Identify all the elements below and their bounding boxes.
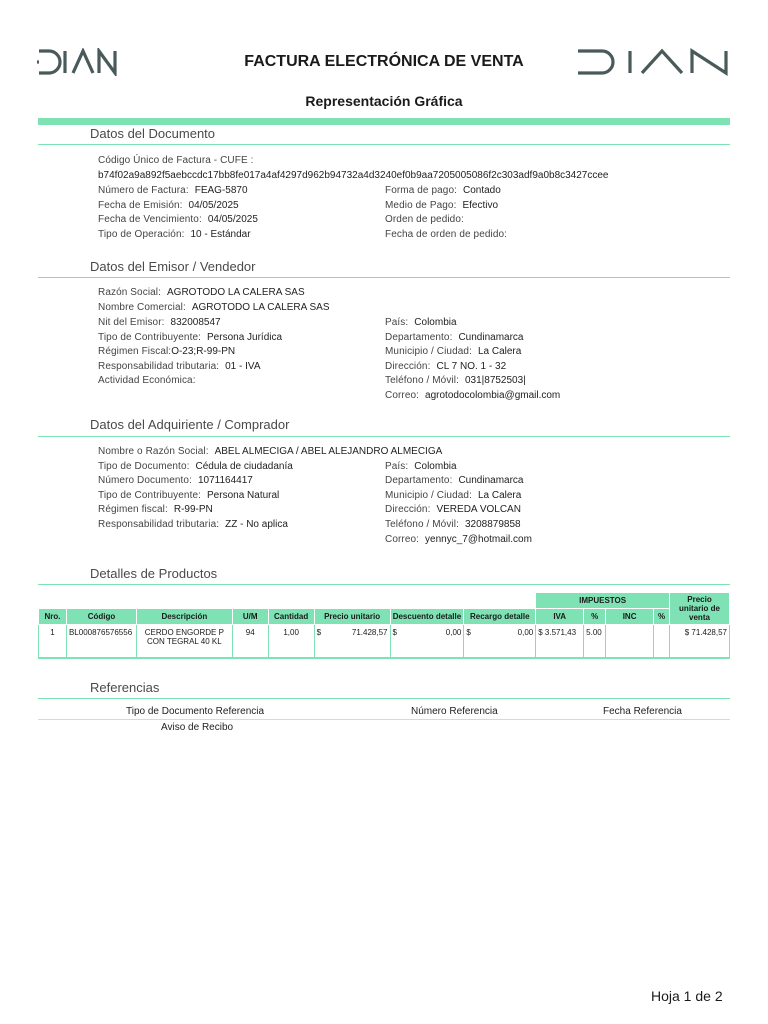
- header-descripcion: Descripción: [136, 609, 232, 625]
- section-divider: [38, 584, 730, 585]
- cell-nro: 1: [39, 625, 67, 658]
- document-subtitle: Representación Gráfica: [305, 93, 463, 109]
- header-pct1: %: [584, 609, 606, 625]
- forma-pago-row: [385, 185, 501, 196]
- adq-nombre-label: Nombre o Razón Social:: [98, 446, 209, 457]
- header-descuento: Descuento detalle: [390, 609, 464, 625]
- emisor-pais-value: Colombia: [414, 317, 457, 328]
- header-codigo: Código: [66, 609, 136, 625]
- emisor-municipio-row: [385, 346, 521, 357]
- header-nro: Nro.: [39, 609, 67, 625]
- adq-correo-label: Correo:: [385, 534, 420, 545]
- fecha-vencimiento-value: 04/05/2025: [207, 214, 258, 225]
- cufe-label-row: [98, 155, 253, 166]
- cell-precio-value: 71.428,57: [351, 628, 388, 637]
- adq-municipio-value: La Calera: [477, 490, 522, 501]
- numero-factura-value: FEAG-5870: [194, 185, 248, 196]
- section-divider: [38, 436, 730, 437]
- emisor-regimen-row: [98, 346, 235, 357]
- emisor-contribuyente-label: Tipo de Contribuyente:: [98, 332, 202, 343]
- emisor-comercial-row: [98, 302, 330, 313]
- section-title-adquiriente: Datos del Adquiriente / Comprador: [90, 417, 290, 432]
- adq-regimen-row: [98, 504, 213, 515]
- header-blank: [39, 593, 536, 609]
- header-iva: IVA: [536, 609, 584, 625]
- emisor-departamento-label: Departamento:: [385, 332, 453, 343]
- header-um: U/M: [232, 609, 268, 625]
- cell-iva: $ 3.571,43: [536, 625, 584, 658]
- header-inc: INC: [606, 609, 654, 625]
- adq-pais-label: País:: [385, 461, 409, 472]
- adq-tipo-doc-value: Cédula de ciudadanía: [195, 461, 293, 472]
- document-title: FACTURA ELECTRÓNICA DE VENTA: [244, 53, 524, 70]
- orden-pedido-row: [385, 214, 464, 225]
- emisor-razon-label: Razón Social:: [98, 287, 161, 298]
- emisor-razon-value: AGROTODO LA CALERA SAS: [167, 287, 305, 298]
- emisor-correo-label: Correo:: [385, 390, 420, 401]
- emisor-direccion-row: [385, 361, 506, 372]
- page-number: Hoja 1 de 2: [651, 988, 723, 1004]
- adq-correo-value: yennyc_7@hotmail.com: [425, 534, 532, 545]
- header-precio-venta: Precio unitario de venta: [669, 593, 729, 625]
- numero-factura-label: Número de Factura:: [98, 185, 189, 196]
- adq-direccion-value: VEREDA VOLCAN: [436, 504, 521, 515]
- adq-responsabilidad-row: [98, 519, 288, 530]
- cell-pct1: 5.00: [584, 625, 606, 658]
- cell-cantidad: 1,00: [268, 625, 314, 658]
- cell-um: 94: [232, 625, 268, 658]
- ref-header-tipo: Tipo de Documento Referencia: [126, 706, 265, 717]
- ref-header-numero: Número Referencia: [411, 706, 498, 717]
- adq-numero-doc-value: 1071164417: [197, 475, 253, 486]
- emisor-nit-value: 832008547: [170, 317, 221, 328]
- cell-precio-venta: $ 71.428,57: [669, 625, 729, 658]
- fecha-emision-label: Fecha de Emisión:: [98, 200, 183, 211]
- forma-pago-label: Forma de pago:: [385, 185, 457, 196]
- emisor-correo-value: agrotodocolombia@gmail.com: [425, 390, 561, 401]
- adq-responsabilidad-label: Responsabilidad tributaria:: [98, 519, 220, 530]
- cell-recargo: [464, 625, 536, 658]
- adq-numero-doc-label: Número Documento:: [98, 475, 192, 486]
- cell-descuento: [390, 625, 464, 658]
- emisor-razon-row: [98, 287, 305, 298]
- adq-regimen-label: Régimen fiscal:: [98, 504, 168, 515]
- adq-pais-row: [385, 461, 457, 472]
- emisor-municipio-label: Municipio / Ciudad:: [385, 346, 472, 357]
- section-title-documento: Datos del Documento: [90, 126, 216, 141]
- adq-direccion-label: Dirección:: [385, 504, 431, 515]
- header-precio-unitario: Precio unitario: [314, 609, 390, 625]
- cell-inc: [606, 625, 654, 658]
- table-header-row: [39, 609, 730, 625]
- emisor-responsabilidad-label: Responsabilidad tributaria:: [98, 361, 220, 372]
- emisor-telefono-label: Teléfono / Móvil:: [385, 375, 459, 386]
- fecha-vencimiento-label: Fecha de Vencimiento:: [98, 214, 202, 225]
- products-table: [38, 592, 730, 660]
- cell-descuento-currency: $: [392, 628, 397, 637]
- cell-pct2: [654, 625, 670, 658]
- fecha-orden-row: [385, 229, 507, 240]
- adq-contribuyente-value: Persona Natural: [207, 490, 280, 501]
- adq-telefono-label: Teléfono / Móvil:: [385, 519, 459, 530]
- cell-recargo-currency: $: [466, 628, 471, 637]
- adq-nombre-row: [98, 446, 442, 457]
- cell-recargo-value: 0,00: [517, 628, 534, 637]
- emisor-direccion-label: Dirección:: [385, 361, 431, 372]
- table-bottom-line: [39, 658, 730, 660]
- forma-pago-value: Contado: [463, 185, 501, 196]
- emisor-nit-label: Nit del Emisor:: [98, 317, 165, 328]
- emisor-pais-row: [385, 317, 457, 328]
- adq-tipo-doc-row: [98, 461, 293, 472]
- adq-telefono-row: [385, 519, 521, 530]
- header-cantidad: Cantidad: [268, 609, 314, 625]
- emisor-departamento-row: [385, 332, 524, 343]
- adq-pais-value: Colombia: [414, 461, 457, 472]
- section-divider: [38, 144, 730, 145]
- emisor-telefono-value: 031|8752503|: [464, 375, 526, 386]
- ref-divider: [38, 719, 730, 720]
- medio-pago-row: [385, 200, 498, 211]
- adq-numero-doc-row: [98, 475, 253, 486]
- adq-contribuyente-label: Tipo de Contribuyente:: [98, 490, 202, 501]
- emisor-pais-label: País:: [385, 317, 409, 328]
- emisor-contribuyente-row: [98, 332, 282, 343]
- emisor-regimen-value: O-23;R-99-PN: [171, 346, 236, 357]
- fecha-emision-row: [98, 200, 239, 211]
- tipo-operacion-row: [98, 229, 251, 240]
- emisor-comercial-value: AGROTODO LA CALERA SAS: [191, 302, 330, 313]
- section-title-emisor: Datos del Emisor / Vendedor: [90, 259, 256, 274]
- tipo-operacion-value: 10 - Estándar: [190, 229, 251, 240]
- adq-municipio-label: Municipio / Ciudad:: [385, 490, 472, 501]
- table-header-row-top: [39, 593, 730, 609]
- emisor-departamento-value: Cundinamarca: [458, 332, 524, 343]
- adq-nombre-value: ABEL ALMECIGA / ABEL ALEJANDRO ALMECIGA: [214, 446, 443, 457]
- emisor-actividad-row: [98, 375, 196, 386]
- emisor-direccion-value: CL 7 NO. 1 - 32: [436, 361, 507, 372]
- emisor-nit-row: [98, 317, 221, 328]
- emisor-comercial-label: Nombre Comercial:: [98, 302, 186, 313]
- section-divider: [38, 698, 730, 699]
- adq-municipio-row: [385, 490, 521, 501]
- ref-header-fecha: Fecha Referencia: [603, 706, 682, 717]
- emisor-municipio-value: La Calera: [477, 346, 522, 357]
- adq-departamento-row: [385, 475, 524, 486]
- cell-precio: [314, 625, 390, 658]
- section-title-productos: Detalles de Productos: [90, 566, 218, 581]
- emisor-actividad-label: Actividad Económica:: [98, 375, 196, 386]
- section-divider: [38, 277, 730, 278]
- emisor-regimen-label: Régimen Fiscal:: [98, 346, 172, 357]
- emisor-correo-row: [385, 390, 560, 401]
- emisor-responsabilidad-row: [98, 361, 261, 372]
- table-row: [39, 625, 730, 658]
- adq-responsabilidad-value: ZZ - No aplica: [225, 519, 288, 530]
- adq-telefono-value: 3208879858: [464, 519, 521, 530]
- header-impuestos: IMPUESTOS: [536, 593, 670, 609]
- numero-factura-row: [98, 185, 248, 196]
- cufe-value: b74f02a9a892f5aebccdc17bb8fe017a4af4297d962b94732a4d3240ef0b9aa7205005086f2c303adf9a0b8c3427ccee: [98, 170, 609, 181]
- tipo-operacion-label: Tipo de Operación:: [98, 229, 185, 240]
- orden-pedido-label: Orden de pedido:: [385, 214, 464, 225]
- ref-tipo-value: Aviso de Recibo: [161, 722, 234, 733]
- adq-regimen-value: R-99-PN: [173, 504, 213, 515]
- adq-departamento-label: Departamento:: [385, 475, 453, 486]
- adq-correo-row: [385, 534, 532, 545]
- cell-precio-currency: $: [316, 628, 322, 637]
- section-title-referencias: Referencias: [90, 680, 160, 695]
- header-divider-bar: [38, 118, 730, 125]
- fecha-vencimiento-row: [98, 214, 258, 225]
- cufe-label: Código Único de Factura - CUFE :: [98, 155, 254, 166]
- header-recargo: Recargo detalle: [464, 609, 536, 625]
- fecha-emision-value: 04/05/2025: [188, 200, 239, 211]
- adq-tipo-doc-label: Tipo de Documento:: [98, 461, 190, 472]
- adq-contribuyente-row: [98, 490, 279, 501]
- emisor-telefono-row: [385, 375, 526, 386]
- emisor-contribuyente-value: Persona Jurídica: [207, 332, 283, 343]
- medio-pago-label: Medio de Pago:: [385, 200, 457, 211]
- cell-descripcion: CERDO ENGORDE P CON TEGRAL 40 KL: [136, 625, 232, 658]
- cell-codigo: BL000876576556: [66, 625, 136, 658]
- emisor-responsabilidad-value: 01 - IVA: [225, 361, 261, 372]
- cell-descuento-value: 0,00: [445, 628, 462, 637]
- adq-departamento-value: Cundinamarca: [458, 475, 524, 486]
- table-bottom-cell: [39, 658, 730, 660]
- fecha-orden-label: Fecha de orden de pedido:: [385, 229, 508, 240]
- header-pct2: %: [654, 609, 670, 625]
- adq-direccion-row: [385, 504, 521, 515]
- medio-pago-value: Efectivo: [462, 200, 499, 211]
